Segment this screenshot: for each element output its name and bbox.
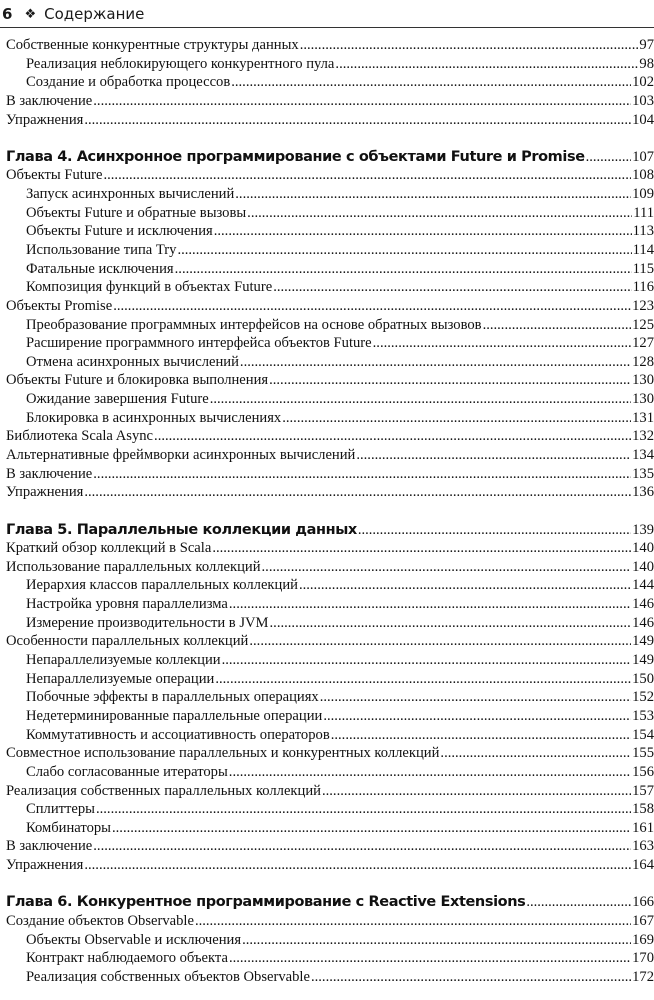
- dot-leader: [84, 484, 631, 501]
- toc-entry-page: 134: [632, 447, 654, 464]
- toc-entry-page: 128: [632, 353, 654, 370]
- toc-entry-page: 161: [632, 819, 654, 836]
- toc-entry-title: Использование типа Try: [26, 242, 177, 258]
- toc-entry-page: 102: [632, 74, 654, 91]
- toc-subsection-entry: [6, 969, 654, 988]
- toc-entry-title: Глава 5. Параллельные коллекции данных: [6, 521, 357, 538]
- toc-section-entry: [6, 372, 654, 391]
- toc-entry-page: 98: [639, 55, 654, 72]
- toc-entry-title: В заключение: [6, 838, 93, 855]
- toc-entry-page: 130: [632, 391, 654, 408]
- dot-leader: [323, 708, 631, 725]
- toc-entry-title: Особенности параллельных коллекций: [6, 633, 249, 650]
- toc-entry-title: Реализация собственных объектов Observable: [26, 968, 310, 985]
- toc-entry-page: 130: [632, 372, 654, 389]
- toc-entry-page: 139: [632, 521, 654, 538]
- toc-subsection-entry: [6, 56, 654, 75]
- dot-leader: [483, 317, 632, 334]
- running-head-title: Содержание: [44, 5, 145, 23]
- toc-entry-title: Создание и обработка процессов: [26, 74, 231, 91]
- toc-section-entry: [6, 447, 654, 466]
- toc-entry-title: Объекты Observable и исключения: [26, 931, 242, 948]
- toc-entry-page: 113: [632, 223, 654, 240]
- toc-entry-page: 153: [632, 707, 654, 724]
- dot-leader: [235, 186, 631, 203]
- dot-leader: [273, 279, 631, 296]
- toc-entry-title: Настройка уровня параллелизма: [26, 596, 228, 613]
- dot-leader: [195, 913, 631, 930]
- toc-entry-title: В заключение: [6, 92, 93, 109]
- toc-entry-page: 116: [632, 279, 654, 296]
- toc-entry-page: 164: [632, 857, 654, 874]
- toc-entry-title: Расширение программного интерфейса объектов Future: [26, 335, 372, 352]
- dot-leader: [214, 223, 632, 240]
- toc-section-entry: [6, 838, 654, 857]
- toc-entry-title: Альтернативные фреймворки асинхронных вычислений: [6, 447, 356, 464]
- dot-leader: [299, 577, 631, 594]
- dot-leader: [322, 783, 631, 800]
- toc-entry-page: 167: [632, 912, 654, 929]
- page-number: 6: [2, 5, 13, 23]
- toc-subsection-entry: [6, 74, 654, 93]
- toc-entry-page: 170: [632, 950, 654, 967]
- toc-entry-title: Измерение производительности в JVM: [26, 614, 269, 631]
- dot-leader: [440, 745, 631, 762]
- toc-entry-title: Слабо согласованные итераторы: [26, 763, 228, 780]
- dot-leader: [96, 801, 631, 818]
- toc-entry-title: Глава 6. Конкурентное программирование с Reactive Extensions: [6, 894, 526, 911]
- dot-leader: [231, 74, 631, 91]
- toc-entry-page: 140: [632, 558, 654, 575]
- toc-entry-page: 125: [632, 316, 654, 333]
- toc-entry-page: 146: [632, 614, 654, 631]
- toc-subsection-entry: [6, 615, 654, 634]
- toc-entry-page: 146: [632, 596, 654, 613]
- toc-section-entry: [6, 466, 654, 485]
- running-head: [0, 0, 654, 28]
- toc-entry-page: 104: [632, 111, 654, 128]
- dot-leader: [331, 727, 631, 744]
- toc-entry-title: Ожидание завершения Future: [26, 391, 209, 408]
- dot-leader: [247, 205, 632, 222]
- toc-section-entry: [6, 112, 654, 131]
- toc-subsection-entry: [6, 820, 654, 839]
- toc-subsection-entry: [6, 317, 654, 336]
- toc-entry-page: 166: [632, 894, 654, 911]
- dot-leader: [270, 615, 632, 632]
- toc-subsection-entry: [6, 223, 654, 242]
- dot-leader: [320, 689, 631, 706]
- toc-entry-page: 111: [633, 204, 654, 221]
- dot-leader: [229, 764, 631, 781]
- toc-entry-page: 172: [632, 968, 654, 985]
- dot-leader: [282, 410, 631, 427]
- dot-leader: [335, 56, 638, 73]
- toc-entry-title: Непараллелизуемые коллекции: [26, 652, 221, 669]
- toc-subsection-entry: [6, 410, 654, 429]
- toc-subsection-entry: [6, 801, 654, 820]
- toc-entry-title: Краткий обзор коллекций в Scala: [6, 540, 212, 557]
- dot-leader: [84, 857, 631, 874]
- toc-entry-title: Непараллелизуемые операции: [26, 670, 215, 687]
- dot-leader: [84, 112, 631, 129]
- toc-entry-title: Комбинаторы: [26, 819, 111, 836]
- toc-entry-page: 132: [632, 428, 654, 445]
- dot-leader: [300, 37, 639, 54]
- toc-entry-title: Библиотека Scala Async: [6, 428, 154, 445]
- dot-leader: [175, 261, 632, 278]
- dot-leader: [373, 335, 631, 352]
- dot-leader: [249, 633, 631, 650]
- toc-entry-title: Иерархия классов параллельных коллекций: [26, 577, 298, 594]
- toc-entry-title: Запуск асинхронных вычислений: [26, 186, 235, 203]
- table-of-contents: [6, 37, 654, 988]
- toc-entry-page: 156: [632, 763, 654, 780]
- toc-entry-page: 97: [639, 37, 654, 53]
- toc-entry-page: 131: [632, 409, 654, 426]
- toc-entry-title: Реализация собственных параллельных коллекций: [6, 782, 321, 799]
- dot-leader: [526, 894, 631, 911]
- toc-entry-title: Побочные эффекты в параллельных операциях: [26, 689, 319, 706]
- toc-section-entry: [6, 484, 654, 503]
- toc-entry-page: 109: [632, 186, 654, 203]
- toc-entry-title: Совместное использование параллельных и конкурентных коллекций: [6, 745, 440, 762]
- toc-entry-title: Преобразование программных интерфейсов на основе обратных вызовов: [26, 316, 482, 333]
- toc-entry-title: Объекты Future и блокировка выполнения: [6, 372, 269, 389]
- toc-chapter-entry: [6, 894, 654, 913]
- toc-subsection-entry: [6, 335, 654, 354]
- dot-leader: [356, 447, 631, 464]
- toc-entry-title: Коммутативность и ассоциативность операторов: [26, 726, 330, 743]
- dot-leader: [358, 522, 631, 539]
- toc-entry-page: 114: [632, 242, 654, 258]
- toc-entry-title: Объекты Future: [6, 167, 103, 184]
- toc-section-entry: [6, 913, 654, 932]
- toc-entry-title: В заключение: [6, 465, 93, 482]
- toc-subsection-entry: [6, 596, 654, 615]
- toc-entry-title: Создание объектов Observable: [6, 912, 194, 929]
- toc-entry-page: 107: [632, 148, 654, 165]
- toc-entry-title: Упражнения: [6, 111, 84, 128]
- toc-subsection-entry: [6, 689, 654, 708]
- toc-subsection-entry: [6, 279, 654, 298]
- toc-subsection-entry: [6, 186, 654, 205]
- toc-subsection-entry: [6, 950, 654, 969]
- toc-section-entry: [6, 540, 654, 559]
- toc-subsection-entry: [6, 932, 654, 951]
- toc-section-entry: [6, 167, 654, 186]
- dot-leader: [103, 167, 631, 184]
- toc-entry-page: 127: [632, 335, 654, 352]
- toc-subsection-entry: [6, 708, 654, 727]
- dot-leader: [229, 596, 631, 613]
- dot-leader: [210, 391, 631, 408]
- toc-entry-title: Отмена асинхронных вычислений: [26, 353, 239, 370]
- toc-entry-page: 135: [632, 465, 654, 482]
- toc-entry-page: 123: [632, 297, 654, 314]
- ornament-icon: ❖: [24, 6, 37, 22]
- toc-entry-title: Использование параллельных коллекций: [6, 558, 261, 575]
- toc-subsection-entry: [6, 577, 654, 596]
- toc-section-entry: [6, 298, 654, 317]
- toc-entry-title: Объекты Future и исключения: [26, 223, 213, 240]
- dot-leader: [154, 428, 631, 445]
- toc-subsection-entry: [6, 652, 654, 671]
- toc-entry-title: Объекты Future и обратные вызовы: [26, 204, 247, 221]
- toc-section-entry: [6, 857, 654, 876]
- header-divider: [0, 27, 654, 28]
- toc-entry-page: 154: [632, 726, 654, 743]
- dot-leader: [269, 372, 631, 389]
- toc-entry-page: 157: [632, 782, 654, 799]
- dot-leader: [586, 149, 632, 166]
- toc-entry-title: Объекты Promise: [6, 297, 113, 314]
- toc-section-entry: [6, 93, 654, 112]
- toc-entry-page: 136: [632, 484, 654, 501]
- toc-entry-page: 103: [632, 92, 654, 109]
- toc-subsection-entry: [6, 205, 654, 224]
- dot-leader: [112, 820, 631, 837]
- dot-leader: [229, 950, 631, 967]
- dot-leader: [262, 559, 632, 576]
- dot-leader: [242, 932, 631, 949]
- dot-leader: [215, 671, 631, 688]
- toc-entry-page: 169: [632, 931, 654, 948]
- toc-section-entry: [6, 783, 654, 802]
- toc-entry-page: 158: [632, 801, 654, 818]
- toc-entry-title: Фатальные исключения: [26, 260, 174, 277]
- toc-subsection-entry: [6, 671, 654, 690]
- toc-entry-title: Реализация неблокирующего конкурентного пула: [26, 55, 335, 72]
- toc-entry-title: Композиция функций в объектах Future: [26, 279, 273, 296]
- toc-entry-page: 115: [632, 260, 654, 277]
- dot-leader: [93, 838, 631, 855]
- dot-leader: [212, 540, 631, 557]
- toc-entry-title: Собственные конкурентные структуры данных: [6, 37, 299, 53]
- toc-entry-title: Упражнения: [6, 484, 84, 501]
- toc-subsection-entry: [6, 242, 654, 261]
- toc-chapter-entry: [6, 149, 654, 168]
- toc-section-entry: [6, 559, 654, 578]
- toc-entry-page: 155: [632, 745, 654, 762]
- dot-leader: [93, 93, 631, 110]
- toc-entry-title: Блокировка в асинхронных вычислениях: [26, 409, 282, 426]
- dot-leader: [222, 652, 632, 669]
- toc-entry-page: 149: [632, 633, 654, 650]
- dot-leader: [240, 354, 631, 371]
- dot-leader: [311, 969, 631, 986]
- toc-entry-page: 108: [632, 167, 654, 184]
- toc-entry-page: 150: [632, 670, 654, 687]
- toc-subsection-entry: [6, 354, 654, 373]
- toc-entry-page: 149: [632, 652, 654, 669]
- dot-leader: [177, 242, 631, 259]
- toc-entry-title: Недетерминированные параллельные операции: [26, 707, 323, 724]
- toc-entry-page: 152: [632, 689, 654, 706]
- toc-subsection-entry: [6, 391, 654, 410]
- toc-entry-page: 140: [632, 540, 654, 557]
- toc-section-entry: [6, 37, 654, 56]
- toc-section-entry: [6, 428, 654, 447]
- toc-entry-page: 163: [632, 838, 654, 855]
- toc-section-entry: [6, 745, 654, 764]
- toc-subsection-entry: [6, 261, 654, 280]
- toc-entry-title: Контракт наблюдаемого объекта: [26, 950, 228, 967]
- toc-section-entry: [6, 633, 654, 652]
- toc-subsection-entry: [6, 764, 654, 783]
- toc-entry-title: Упражнения: [6, 857, 84, 874]
- toc-chapter-entry: [6, 522, 654, 541]
- dot-leader: [113, 298, 631, 315]
- toc-entry-page: 144: [632, 577, 654, 594]
- toc-subsection-entry: [6, 727, 654, 746]
- dot-leader: [93, 466, 631, 483]
- toc-entry-title: Сплиттеры: [26, 801, 95, 818]
- toc-entry-title: Глава 4. Асинхронное программирование с объектами Future и Promise: [6, 148, 585, 165]
